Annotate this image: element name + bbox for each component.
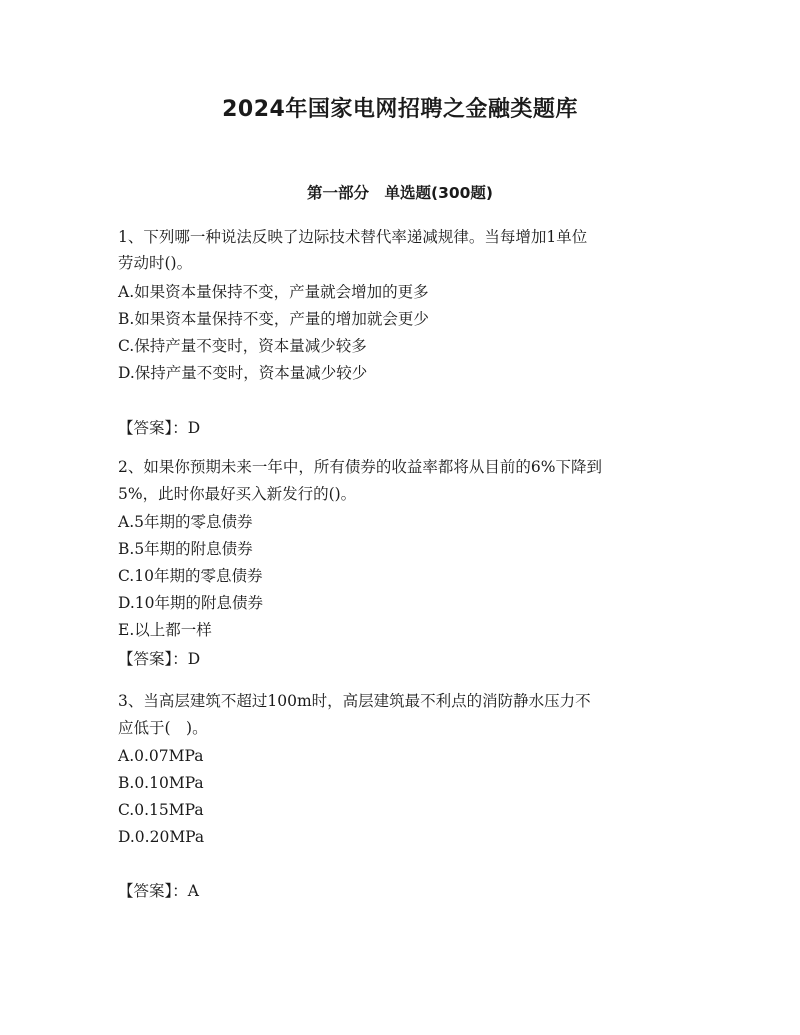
question-2-option-c: C.10年期的零息债券 [118,567,263,585]
question-1-option-b: B.如果资本量保持不变，产量的增加就会更少 [118,310,429,328]
section-heading: 第一部分 单选题(300题) [306,184,494,202]
question-2-option-a: A.5年期的零息债券 [118,513,253,531]
question-3-option-a: A.0.07MPa [118,747,204,765]
document-title: 2024年国家电网招聘之金融类题库 [222,97,578,122]
question-3-answer: 【答案】：A [118,882,199,900]
question-3-option-d: D.0.20MPa [118,828,205,846]
question-2-option-e: E.以上都一样 [118,621,212,639]
question-1-option-d: D.保持产量不变时，资本量减少较少 [118,364,368,382]
question-3-option-b: B.0.10MPa [118,774,204,792]
question-2-stem-line-2: 5%，此时你最好买入新发行的()。 [118,485,357,503]
question-2-option-d: D.10年期的附息债券 [118,594,264,612]
question-1-option-c: C.保持产量不变时，资本量减少较多 [118,337,367,355]
question-1-answer: 【答案】：D [118,419,201,437]
question-1-stem-line-2: 劳动时()。 [118,254,193,272]
question-1-option-a: A.如果资本量保持不变，产量就会增加的更多 [118,283,429,301]
question-2-stem-line-1: 2、如果你预期未来一年中，所有债券的收益率都将从目前的6%下降到 [118,458,602,476]
question-2-option-b: B.5年期的附息债券 [118,540,253,558]
question-3-stem-line-2: 应低于( )。 [118,719,208,737]
question-2-answer: 【答案】：D [118,650,201,668]
question-3-stem-line-1: 3、当高层建筑不超过100m时，高层建筑最不利点的消防静水压力不 [118,692,591,710]
question-1-stem-line-1: 1、下列哪一种说法反映了边际技术替代率递减规律。当每增加1单位 [118,228,588,246]
question-3-option-c: C.0.15MPa [118,801,204,819]
